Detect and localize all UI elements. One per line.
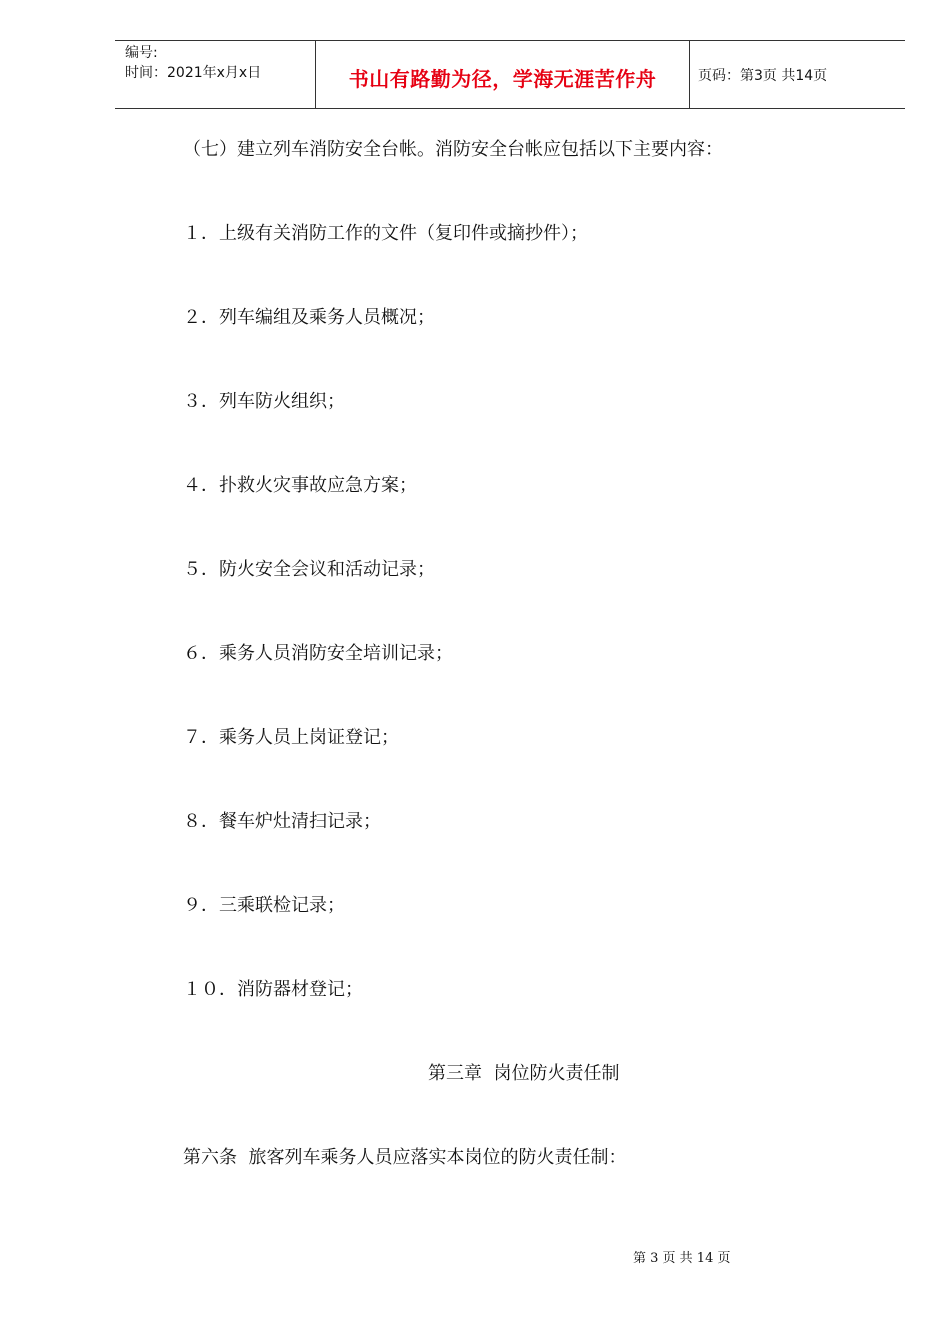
ledger-item: ９．三乘联检记录； bbox=[183, 895, 345, 916]
ledger-item: ２．列车编组及乘务人员概况； bbox=[183, 307, 435, 328]
ledger-intro-paragraph: （七）建立列车消防安全台帐。消防安全台帐应包括以下主要内容： bbox=[183, 139, 723, 160]
ledger-item: ４．扑救火灾事故应急方案； bbox=[183, 475, 417, 496]
ledger-item: ５．防火安全会议和活动记录； bbox=[183, 559, 435, 580]
header-meta-cell bbox=[115, 41, 316, 108]
header-motto-cell bbox=[316, 41, 690, 108]
article-paragraph: 第六条 旅客列车乘务人员应落实本岗位的防火责任制： bbox=[183, 1147, 627, 1168]
page-footer: 第 3 页 共 14 页 bbox=[633, 1251, 731, 1266]
ledger-item: １０．消防器材登记； bbox=[183, 979, 363, 1000]
ledger-item: ７．乘务人员上岗证登记； bbox=[183, 727, 399, 748]
document-time-label: 时间：2021年x月x日 bbox=[125, 65, 262, 81]
ledger-item: ８．餐车炉灶清扫记录； bbox=[183, 811, 381, 832]
header-page-code: 页码：第3页 共14页 bbox=[698, 68, 828, 84]
ledger-item: ３．列车防火组织； bbox=[183, 391, 345, 412]
chapter-title: 第三章 岗位防火责任制 bbox=[428, 1063, 620, 1084]
document-number-label: 编号: bbox=[125, 45, 158, 61]
ledger-item: １．上级有关消防工作的文件（复印件或摘抄件）； bbox=[183, 223, 588, 244]
page-header bbox=[115, 40, 905, 109]
header-motto: 书山有路勤为径，学海无涯苦作舟 bbox=[348, 67, 657, 91]
ledger-item: ６．乘务人员消防安全培训记录； bbox=[183, 643, 453, 664]
header-page-cell bbox=[690, 41, 905, 108]
